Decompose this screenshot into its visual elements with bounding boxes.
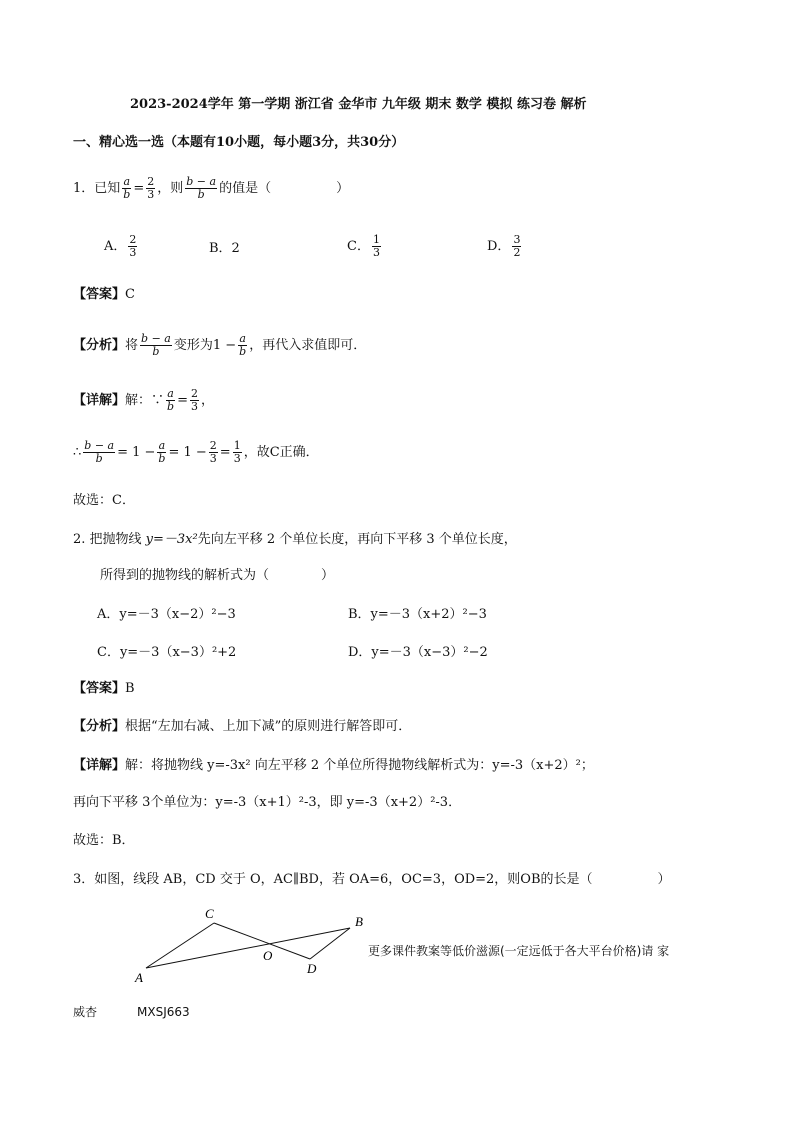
q1-prefix: 1．已知 [73,181,121,196]
question-3-stem: 3．如图，线段 AB，CD 交于 O，AC∥BD，若 OA=6，OC=3，OD=2，则OB的长是（ ） [73,872,671,887]
q2-analysis [73,718,411,736]
q1-option-c-label: C． [347,239,370,254]
promo-contact-id: MXSJ663 [137,1005,190,1019]
q1-step-frac4-num: 1 [233,439,241,452]
q2-option-a: A．y=－3（x−2）²−3 [97,607,236,622]
q1-detail-frac1-den: b [167,400,175,413]
q1-option-d [487,234,523,259]
promo-text: 更多课件教案等低价滋源(一定远低于各大平台价格)请 家 [368,944,670,958]
q1-option-c-den: 3 [372,246,380,259]
q2-answer-label: 【答案】 [73,681,126,696]
q1-frac3-num: b − a [186,175,217,188]
q1-step-frac4 [233,440,242,465]
q2-analysis-label: 【分析】 [73,719,126,734]
q1-step-post: ，故C正确． [243,445,319,460]
q1-answer-label: 【答案】 [73,287,126,302]
q1-choose: 故选：C． [73,493,135,508]
q1-detail-pre: 解：∵ [125,393,165,408]
q2-stem-post: 先向左平移 2 个单位长度，再向下平移 3 个单位长度， [197,532,517,547]
q2-detail-text: 解：将抛物线 y=-3x² 向左平移 2 个单位所得抛物线解析式为：y=-3（x+2）²； [125,758,594,773]
q2-detail-line2: 再向下平移 3个单位为：y=-3（x+1）²-3，即 y=-3（x+2）²-3． [73,795,462,810]
q1-step-frac1-num: b − a [84,439,115,452]
point-a-label: A [135,970,143,982]
q1-option-d-label: D． [487,239,511,254]
q1-analysis [73,333,366,358]
promo-contact-label: 威杏 [73,1005,98,1019]
q1-answer-value: C [125,287,135,302]
fraction-b-minus-a-over-b [185,176,217,201]
q1-analysis-label: 【分析】 [73,338,126,353]
q1-option-d-num: 3 [513,233,521,246]
q1-detail-frac1 [166,388,175,413]
q1-step [73,440,319,465]
q1-step-frac1-den: b [95,452,103,465]
q2-option-d: D．y=－3（x−3）²−2 [348,645,488,660]
q2-detail-label: 【详解】 [73,758,126,773]
q1-step-mid3: = [219,445,231,460]
point-c-label: C [205,906,214,921]
point-o-label: O [263,948,273,963]
q1-option-a-den: 3 [129,246,137,259]
q2-option-b: B．y=－3（x+2）²−3 [348,607,487,622]
q1-analysis-frac1-num: b − a [141,332,171,345]
q2-stem-pre: 2. 把抛物线 [73,532,146,547]
q1-step-mid2: = 1 − [168,445,207,460]
q1-eq: = [133,181,145,196]
q1-frac2-den: 3 [147,188,155,201]
point-d-label: D [307,961,317,976]
q1-detail-post: ， [200,393,214,408]
q1-option-c [347,234,383,259]
q1-option-b: B．2 [209,241,240,256]
q1-option-a-label: A． [104,239,127,254]
q1-suffix: 的值是（ ） [219,181,350,196]
q1-mid: ，则 [157,181,184,196]
q2-stem-equation: y=－3x² [145,532,198,547]
q1-detail [73,388,214,413]
q1-step-frac1 [83,440,115,465]
q1-option-a-num: 2 [129,233,137,246]
q1-analysis-frac1-den: b [152,345,160,358]
geometry-figure [130,902,380,982]
segment-bd [310,928,350,959]
q1-option-d-den: 2 [513,246,521,259]
q1-detail-frac2 [190,388,199,413]
q2-detail [73,757,594,775]
q1-option-c-frac [372,234,381,259]
q1-detail-eq: = [177,393,188,408]
q2-answer [73,680,135,698]
fraction-a-over-b [122,176,131,201]
q1-analysis-frac2 [238,333,247,358]
q1-analysis-pre: 将 [125,338,139,353]
segment-cd [214,923,310,959]
q1-detail-frac2-den: 3 [190,400,198,413]
q1-step-frac3 [209,440,218,465]
q1-frac3-den: b [197,188,205,201]
q1-step-frac2-den: b [158,452,166,465]
q1-frac-num: a [123,175,131,188]
promo-contact [73,1003,190,1021]
q2-answer-value: B [125,681,135,696]
q1-frac2-num: 2 [147,175,155,188]
q1-step-frac3-den: 3 [209,452,217,465]
q1-step-frac4-den: 3 [233,452,241,465]
q1-analysis-mid: 变形为1 − [173,338,237,353]
q1-detail-frac1-num: a [167,387,174,400]
q1-analysis-frac2-den: b [239,345,247,358]
q1-option-c-num: 1 [372,233,380,246]
q2-stem-line2: 所得到的抛物线的解析式为（ ） [100,568,335,583]
q1-analysis-post: ，再代入求值即可． [249,338,367,353]
page-title: 2023-2024学年 第一学期 浙江省 金华市 九年级 期末 数学 模拟 练习卷 解析 [130,97,587,112]
q1-step-frac2 [157,440,166,465]
q2-choose: 故选：B． [73,833,135,848]
q1-analysis-frac1 [140,333,172,358]
question-1-stem [73,176,349,201]
q1-detail-frac2-num: 2 [190,387,198,400]
section-heading: 一、精心选一选（本题有10小题，每小题3分，共30分） [73,135,405,150]
q1-step-frac3-num: 2 [209,439,217,452]
q2-analysis-text: 根据“左加右减、上加下减”的原则进行解答即可． [125,719,412,734]
q1-step-mid1: = 1 − [117,445,156,460]
q1-option-d-frac [512,234,521,259]
q1-analysis-frac2-num: a [239,332,246,345]
q1-frac-den: b [123,188,131,201]
point-b-label: B [355,914,363,929]
fraction-2-over-3 [146,176,155,201]
question-2-stem [73,531,517,549]
q1-step-frac2-num: a [158,439,166,452]
q1-answer [73,286,135,304]
q2-option-c: C．y=－3（x−3）²+2 [97,645,237,660]
therefore-symbol: ∴ [73,445,82,460]
q1-option-a-frac [128,234,137,259]
q1-option-a [104,234,139,259]
q1-detail-label: 【详解】 [73,393,126,408]
